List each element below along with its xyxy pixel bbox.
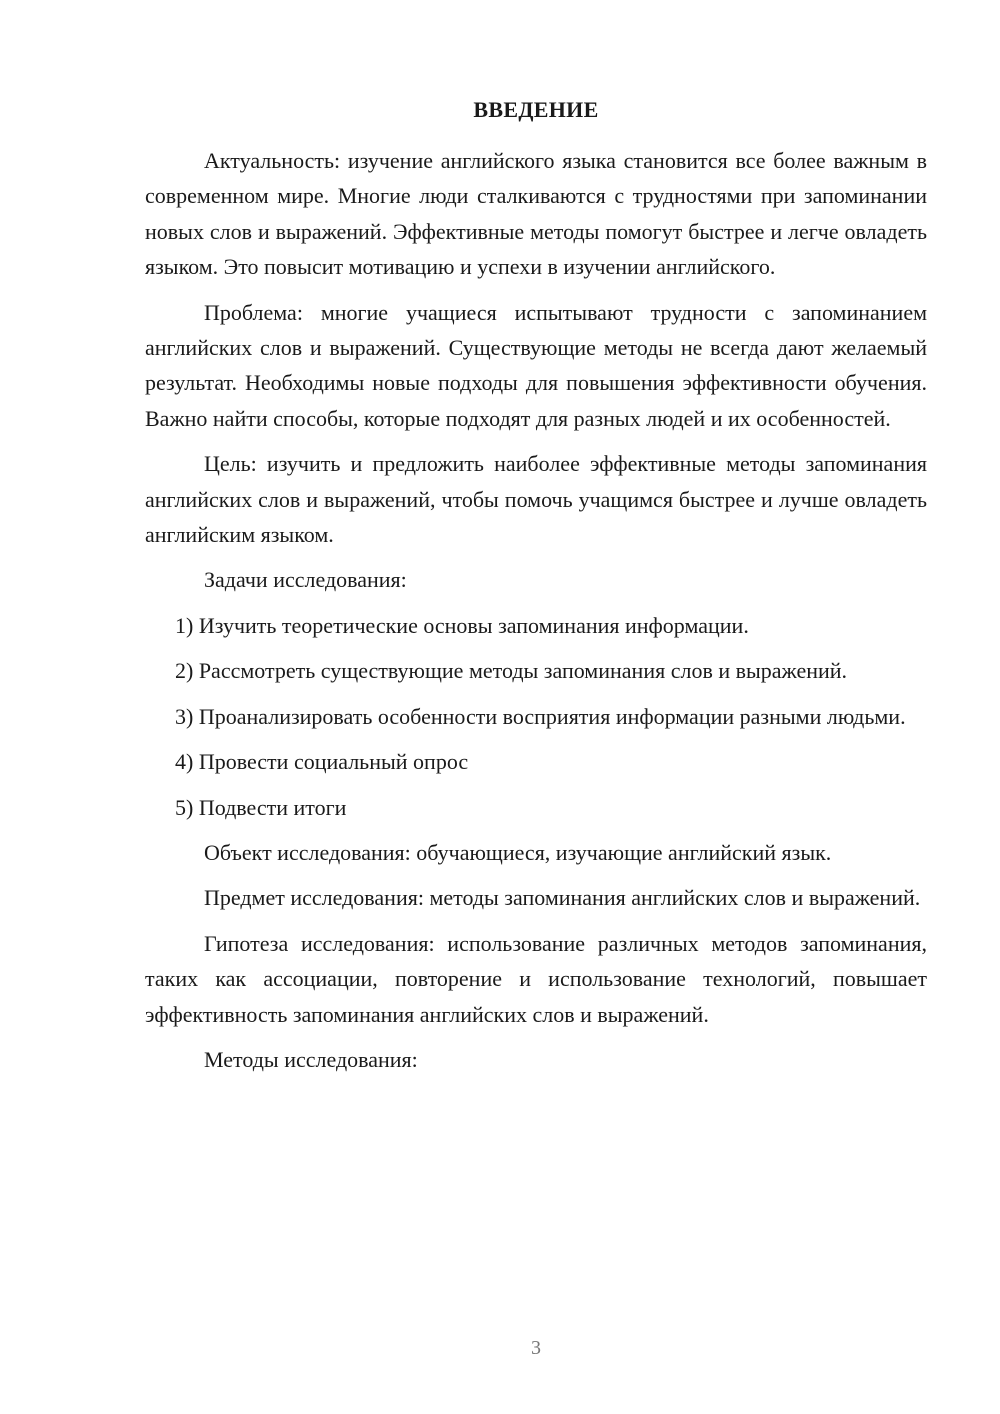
list-item-task-1: 1) Изучить теоретические основы запоминания информации. [175, 612, 749, 638]
paragraph-goal: Цель: изучить и предложить наиболее эффективные методы запоминания английских слов и выражений, чтобы помочь учащимся быстрее и лучше овладеть английским языком. [145, 451, 927, 548]
list-item-task-3: 3) Проанализировать особенности восприятия информации разными людьми. [175, 703, 906, 729]
paragraph-methods: Методы исследования: [204, 1046, 418, 1072]
list-item-task-2: 2) Рассмотреть существующие методы запоминания слов и выражений. [175, 658, 848, 684]
section-heading: ВВЕДЕНИЕ [473, 97, 599, 122]
paragraph-problem: Проблема: многие учащиеся испытывают трудности с запоминанием английских слов и выражений. Существующие методы не всегда дают желаемый результат. Необходимы новые подходы для повышения эффективности обучения. Важно найти способы, которые подходят для разных людей и их особенностей. [145, 299, 927, 431]
paragraph-hypothesis: Гипотеза исследования: использование различных методов запоминания, таких как ассоциации, повторение и использование технологий, повышает эффективность запоминания английских слов и выражений. [145, 930, 927, 1027]
page-number: 3 [531, 1337, 541, 1359]
list-item-task-4: 4) Провести социальный опрос [175, 749, 469, 775]
list-item-task-5: 5) Подвести итоги [175, 794, 347, 820]
body-text [145, 143, 927, 1087]
paragraph-relevance: Актуальность: изучение английского языка становится все более важным в современном мире. Многие люди сталкиваются с трудностями при запоминании новых слов и выражений. Эффективные методы помогут быстрее и легче овладеть языком. Это повысит мотивацию и успехи в изучении английского. [145, 148, 927, 280]
paragraph-tasks-heading: Задачи исследования: [204, 567, 407, 593]
paragraph-object: Объект исследования: обучающиеся, изучающие английский язык. [204, 839, 832, 865]
paragraph-subject: Предмет исследования: методы запоминания английских слов и выражений. [204, 885, 921, 911]
